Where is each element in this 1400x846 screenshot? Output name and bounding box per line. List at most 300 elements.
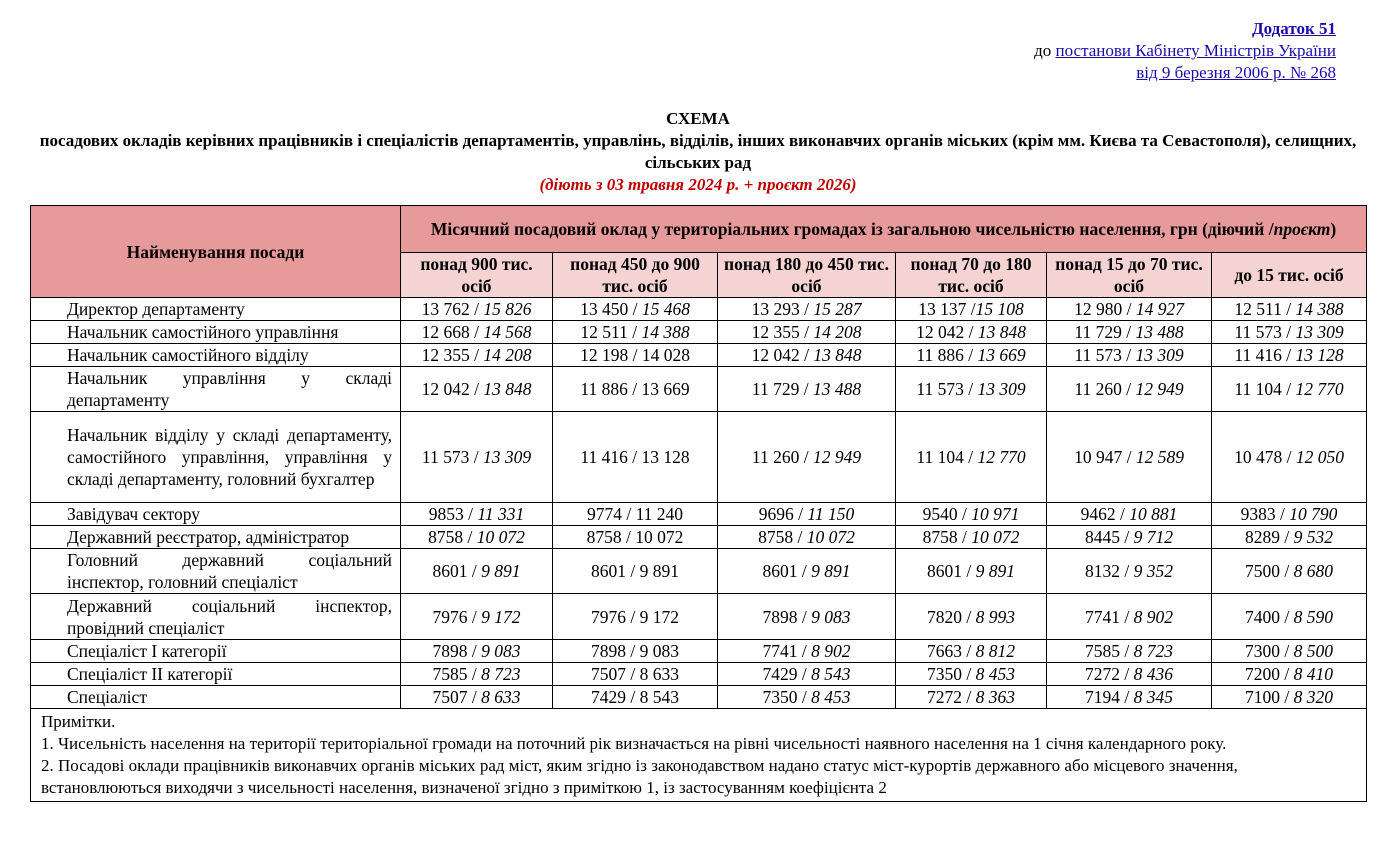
title-block	[30, 108, 1366, 196]
current-salary: 12 668	[421, 322, 470, 342]
current-salary: 10 478	[1234, 447, 1283, 467]
salary-separator: /	[1280, 561, 1294, 581]
salary-separator: /	[957, 504, 972, 524]
project-salary: 8 680	[1293, 561, 1334, 581]
salary-cell	[401, 321, 553, 344]
salary-cell	[553, 526, 718, 549]
project-salary: 14 208	[813, 322, 862, 342]
table-row	[31, 663, 1367, 686]
salary-separator: /	[799, 322, 814, 342]
project-salary: 10 881	[1129, 504, 1178, 524]
project-salary: 13 128	[641, 447, 690, 467]
current-salary: 7300	[1245, 641, 1281, 661]
salary-separator: /	[793, 504, 808, 524]
salary-separator: /	[799, 379, 813, 399]
current-salary: 7500	[1245, 561, 1281, 581]
salary-separator: /	[799, 345, 814, 365]
current-salary: 9853	[428, 504, 464, 524]
salary-cell	[401, 594, 553, 640]
salary-cell	[401, 640, 553, 663]
salary-separator: /	[797, 641, 812, 661]
salary-separator: /	[467, 606, 482, 627]
salary-cell	[553, 549, 718, 594]
salary-separator: /	[1281, 345, 1296, 365]
salary-cell	[1212, 344, 1367, 367]
salary-cell	[896, 503, 1047, 526]
table-row	[31, 367, 1367, 412]
current-salary: 7350	[927, 664, 962, 684]
salary-cell	[718, 503, 896, 526]
salary-cell	[553, 412, 718, 503]
salary-separator: /	[797, 561, 812, 581]
project-salary: 10 072	[476, 527, 525, 547]
project-salary: 11 331	[477, 504, 525, 524]
salary-separator: /	[1122, 447, 1136, 467]
current-salary: 11 104	[916, 447, 964, 467]
current-salary: 7507	[432, 687, 468, 707]
document-title: СХЕМА	[666, 109, 730, 128]
current-salary: 7976	[591, 606, 626, 627]
salary-separator: /	[467, 641, 482, 661]
position-name-header: Найменування посади	[31, 206, 401, 298]
current-salary: 7429	[591, 687, 626, 707]
salary-separator: /	[628, 345, 642, 365]
salary-cell	[718, 344, 896, 367]
salary-separator: /	[1280, 527, 1294, 547]
current-salary: 9696	[758, 504, 794, 524]
current-salary: 7100	[1245, 687, 1281, 707]
project-salary: 9 352	[1133, 561, 1173, 581]
salary-separator: /	[962, 641, 976, 661]
salary-separator: /	[1120, 527, 1134, 547]
table-row	[31, 412, 1367, 503]
project-salary: 13 669	[641, 379, 690, 399]
salary-cell	[1212, 686, 1367, 709]
salary-cell	[1047, 526, 1212, 549]
current-salary: 12 042	[751, 345, 800, 365]
project-salary: 11 240	[635, 504, 684, 524]
project-salary: 12 589	[1135, 447, 1184, 467]
project-salary: 8 902	[1133, 606, 1173, 627]
project-salary: 9 172	[481, 606, 521, 627]
current-salary: 13 450	[580, 299, 629, 319]
salary-separator: /	[1121, 345, 1136, 365]
project-salary: 13 488	[812, 379, 862, 399]
table-row	[31, 549, 1367, 594]
salary-separator: /	[797, 687, 812, 707]
current-salary: 11 886	[580, 379, 628, 399]
current-salary: 7741	[762, 641, 798, 661]
salary-cell	[1212, 549, 1367, 594]
project-salary: 8 633	[481, 687, 521, 707]
current-salary: 11 886	[916, 345, 964, 365]
current-salary: 8758	[586, 527, 622, 547]
current-salary: 7585	[432, 664, 468, 684]
salary-separator: /	[467, 561, 482, 581]
column-header-6: до 15 тис. осіб	[1212, 253, 1367, 298]
project-salary: 15 287	[813, 299, 862, 319]
position-name: Начальник управління у складі департаменту	[31, 367, 401, 412]
current-salary: 7898	[591, 641, 626, 661]
current-salary: 7585	[1085, 641, 1120, 661]
position-name: Начальник самостійного відділу	[31, 344, 401, 367]
current-salary: 11 104	[1234, 379, 1282, 399]
salary-cell	[896, 686, 1047, 709]
current-salary: 12 042	[916, 322, 965, 342]
salary-cell	[553, 344, 718, 367]
project-salary: 13 488	[1135, 322, 1184, 342]
salary-separator: /	[799, 299, 814, 319]
position-name: Начальник самостійного управління	[31, 321, 401, 344]
current-salary: 10 947	[1074, 447, 1123, 467]
salary-separator: /	[966, 299, 976, 319]
project-salary: 14 208	[483, 345, 532, 365]
salary-cell	[718, 594, 896, 640]
project-salary: 9 891	[481, 561, 521, 581]
current-salary: 12 355	[751, 322, 800, 342]
table-row	[31, 640, 1367, 663]
current-salary: 7507	[591, 664, 626, 684]
current-salary: 8758	[428, 527, 464, 547]
group-header-text: Місячний посадовий оклад у територіальних громадах із загальною чисельністю населення, грн (діючий /	[430, 219, 1274, 239]
column-header-1: понад 900 тис. осіб	[401, 253, 553, 298]
salary-cell	[896, 367, 1047, 412]
salary-table	[30, 205, 1367, 802]
current-salary: 7820	[927, 606, 962, 627]
project-salary: 12 949	[812, 447, 862, 467]
salary-cell	[1047, 367, 1212, 412]
salary-cell	[1212, 321, 1367, 344]
current-salary: 12 042	[421, 379, 470, 399]
project-salary: 13 309	[1135, 345, 1184, 365]
salary-separator: /	[469, 447, 483, 467]
salary-cell	[553, 298, 718, 321]
project-salary: 8 993	[975, 606, 1015, 627]
salary-separator: /	[469, 379, 484, 399]
current-salary: 7272	[927, 687, 962, 707]
salary-cell	[896, 344, 1047, 367]
salary-separator: /	[1120, 561, 1134, 581]
salary-separator: /	[628, 299, 642, 319]
current-salary: 7200	[1245, 664, 1281, 684]
project-salary: 12 770	[1295, 379, 1344, 399]
salary-separator: /	[469, 322, 484, 342]
project-salary: 8 500	[1293, 641, 1334, 661]
salary-cell	[718, 367, 896, 412]
project-salary: 11 150	[807, 504, 855, 524]
salary-separator: /	[1280, 641, 1294, 661]
salary-cell	[1047, 298, 1212, 321]
current-salary: 8601	[591, 561, 626, 581]
salary-cell	[1047, 412, 1212, 503]
table-row	[31, 321, 1367, 344]
salary-separator: /	[1281, 322, 1296, 342]
table-row	[31, 594, 1367, 640]
project-salary: 13 848	[813, 345, 862, 365]
salary-cell	[1047, 344, 1212, 367]
position-name: Директор департаменту	[31, 298, 401, 321]
salary-separator: /	[962, 687, 976, 707]
salary-group-header	[401, 206, 1367, 253]
project-salary: 8 436	[1133, 664, 1173, 684]
salary-cell	[718, 686, 896, 709]
project-salary: 13 669	[977, 345, 1026, 365]
current-salary: 12 980	[1074, 299, 1123, 319]
project-salary: 12 949	[1135, 379, 1184, 399]
current-salary: 7976	[432, 606, 468, 627]
salary-separator: /	[964, 322, 978, 342]
project-salary: 8 543	[811, 664, 851, 684]
salary-separator: /	[1281, 379, 1296, 399]
salary-cell	[1212, 298, 1367, 321]
current-salary: 12 511	[1234, 299, 1282, 319]
current-salary: 7350	[762, 687, 798, 707]
project-salary: 8 723	[1133, 641, 1173, 661]
note-item-1: 1. Чисельність населення на території територіальної громади на поточний рік визначається на рівні чисельності наявного населення на 1 січня календарного року.	[41, 734, 1227, 753]
salary-cell	[1212, 367, 1367, 412]
current-salary: 7663	[927, 641, 962, 661]
salary-separator: /	[957, 527, 972, 547]
project-salary: 15 826	[483, 299, 532, 319]
project-salary: 14 388	[1295, 299, 1344, 319]
salary-separator: /	[627, 379, 642, 399]
column-header-4: понад 70 до 180 тис. осіб	[896, 253, 1047, 298]
project-salary: 10 072	[635, 527, 684, 547]
current-salary: 8758	[922, 527, 958, 547]
salary-separator: /	[963, 447, 978, 467]
position-name: Державний соціальний інспектор, провідний спеціаліст	[31, 594, 401, 640]
group-header-close: )	[1330, 219, 1337, 239]
salary-separator: /	[626, 664, 640, 684]
column-header-5: понад 15 до 70 тис. осіб	[1047, 253, 1212, 298]
salary-cell	[401, 526, 553, 549]
project-salary: 10 072	[806, 527, 855, 547]
salary-cell	[896, 526, 1047, 549]
project-salary: 8 812	[975, 641, 1015, 661]
project-salary: 15 468	[641, 299, 690, 319]
current-salary: 7741	[1085, 606, 1120, 627]
current-salary: 8601	[927, 561, 962, 581]
salary-cell	[718, 412, 896, 503]
current-salary: 9774	[586, 504, 622, 524]
salary-separator: /	[463, 527, 477, 547]
salary-separator: /	[467, 687, 482, 707]
salary-cell	[896, 640, 1047, 663]
salary-cell	[1212, 663, 1367, 686]
salary-separator: /	[1281, 299, 1296, 319]
project-salary: 9 891	[639, 561, 679, 581]
project-salary: 8 633	[639, 664, 679, 684]
current-salary: 8289	[1245, 527, 1281, 547]
salary-cell	[553, 367, 718, 412]
salary-separator: /	[621, 504, 636, 524]
salary-separator: /	[1282, 447, 1296, 467]
salary-separator: /	[469, 299, 484, 319]
current-salary: 13 293	[751, 299, 800, 319]
column-header-2: понад 450 до 900 тис. осіб	[553, 253, 718, 298]
current-salary: 7272	[1085, 664, 1120, 684]
salary-cell	[553, 663, 718, 686]
project-salary: 13 309	[977, 379, 1026, 399]
current-salary: 9383	[1240, 504, 1276, 524]
current-salary: 11 260	[751, 447, 800, 467]
salary-cell	[1047, 503, 1212, 526]
salary-separator: /	[1115, 504, 1130, 524]
salary-cell	[1047, 594, 1212, 640]
project-salary: 14 927	[1135, 299, 1184, 319]
notes-cell	[31, 709, 1367, 802]
salary-separator: /	[799, 447, 813, 467]
project-salary: 8 345	[1133, 687, 1173, 707]
salary-separator: /	[1121, 322, 1136, 342]
validity-note: (діють з 03 травня 2024 р. + проєкт 2026)	[539, 175, 857, 194]
salary-separator: /	[793, 527, 807, 547]
resolution-link[interactable]: постанови Кабінету Міністрів України	[1055, 41, 1336, 60]
to-prefix: до	[1034, 41, 1052, 60]
project-salary: 9 083	[811, 606, 851, 627]
project-salary: 9 083	[639, 641, 679, 661]
salary-separator: /	[469, 345, 484, 365]
salary-separator: /	[963, 379, 978, 399]
current-salary: 9540	[922, 504, 958, 524]
salary-cell	[896, 549, 1047, 594]
project-salary: 12 050	[1295, 447, 1344, 467]
salary-separator: /	[626, 561, 640, 581]
salary-separator: /	[797, 664, 812, 684]
position-name: Завідувач сектору	[31, 503, 401, 526]
salary-separator: /	[1120, 664, 1134, 684]
note-item-2: 2. Посадові оклади працівників виконавчих органів міських рад міст, яким згідно із законодавством надано статус міст-курортів державного або місцевого значення, встановлюються виходячи з чисельності населення, визначеної згідно з приміткою 1, із застосуванням коефіцієнта 2	[41, 756, 1238, 797]
current-salary: 12 511	[580, 322, 628, 342]
table-row	[31, 686, 1367, 709]
salary-cell	[718, 526, 896, 549]
salary-cell	[1047, 549, 1212, 594]
position-name: Спеціаліст II категорії	[31, 663, 401, 686]
current-salary: 8445	[1085, 527, 1120, 547]
project-salary: 9 083	[481, 641, 521, 661]
project-salary: 9 712	[1133, 527, 1173, 547]
table-row	[31, 298, 1367, 321]
resolution-date-link[interactable]: від 9 березня 2006 р. № 268	[1136, 63, 1336, 82]
salary-cell	[401, 549, 553, 594]
current-salary: 13 762	[421, 299, 470, 319]
position-name: Спеціаліст	[31, 686, 401, 709]
project-salary: 13 309	[482, 447, 532, 467]
table-body	[31, 298, 1367, 709]
salary-separator: /	[463, 504, 478, 524]
current-salary: 11 573	[1234, 322, 1282, 342]
salary-cell	[718, 321, 896, 344]
current-salary: 13 137	[918, 299, 967, 319]
project-salary: 8 902	[811, 641, 851, 661]
project-salary: 8 723	[481, 664, 521, 684]
current-salary: 8601	[762, 561, 798, 581]
salary-cell	[896, 321, 1047, 344]
group-header-project: проєкт	[1273, 219, 1331, 239]
salary-separator: /	[962, 561, 976, 581]
salary-cell	[1047, 663, 1212, 686]
project-salary: 9 532	[1293, 527, 1334, 547]
salary-cell	[401, 686, 553, 709]
current-salary: 12 355	[421, 345, 470, 365]
project-salary: 10 971	[971, 504, 1020, 524]
salary-cell	[401, 367, 553, 412]
position-name: Державний реєстратор, адміністратор	[31, 526, 401, 549]
document-header	[1034, 18, 1336, 84]
table-row	[31, 526, 1367, 549]
salary-separator: /	[621, 527, 636, 547]
salary-cell	[553, 503, 718, 526]
table-row	[31, 503, 1367, 526]
salary-cell	[1212, 594, 1367, 640]
salary-cell	[1047, 640, 1212, 663]
salary-separator: /	[1120, 687, 1134, 707]
table-row	[31, 344, 1367, 367]
current-salary: 11 573	[1074, 345, 1122, 365]
project-salary: 14 388	[641, 322, 690, 342]
document-subtitle: посадових окладів керівних працівників і спеціалістів департаментів, управлінь, відділів, інших виконавчих органів міських (крім мм. Києва та Севастополя), селищних, сільських рад	[39, 131, 1357, 172]
project-salary: 9 891	[811, 561, 851, 581]
salary-cell	[553, 321, 718, 344]
current-salary: 11 416	[1234, 345, 1282, 365]
project-salary: 13 128	[1295, 345, 1344, 365]
salary-cell	[553, 686, 718, 709]
current-salary: 8758	[758, 527, 794, 547]
current-salary: 7400	[1245, 606, 1281, 627]
salary-separator: /	[1122, 299, 1136, 319]
salary-cell	[1212, 503, 1367, 526]
salary-cell	[896, 663, 1047, 686]
salary-separator: /	[626, 687, 640, 707]
salary-cell	[1047, 686, 1212, 709]
salary-cell	[401, 503, 553, 526]
project-salary: 15 108	[975, 299, 1024, 319]
project-salary: 14 568	[483, 322, 532, 342]
salary-separator: /	[626, 641, 640, 661]
salary-separator: /	[467, 664, 482, 684]
project-salary: 9 891	[975, 561, 1015, 581]
salary-separator: /	[962, 664, 976, 684]
salary-separator: /	[1280, 687, 1294, 707]
salary-cell	[896, 412, 1047, 503]
current-salary: 11 729	[1074, 322, 1122, 342]
annex-link[interactable]: Додаток 51	[1251, 19, 1336, 38]
project-salary: 8 453	[975, 664, 1015, 684]
salary-separator: /	[962, 606, 976, 627]
project-salary: 13 848	[483, 379, 532, 399]
project-salary: 8 453	[811, 687, 851, 707]
current-salary: 9462	[1080, 504, 1116, 524]
project-salary: 8 590	[1293, 606, 1334, 627]
current-salary: 7898	[432, 641, 468, 661]
current-salary: 11 260	[1074, 379, 1122, 399]
current-salary: 7898	[762, 606, 798, 627]
current-salary: 11 573	[421, 447, 470, 467]
position-name: Спеціаліст I категорії	[31, 640, 401, 663]
current-salary: 11 416	[580, 447, 628, 467]
salary-cell	[718, 663, 896, 686]
current-salary: 11 729	[751, 379, 800, 399]
current-salary: 12 198	[580, 345, 629, 365]
project-salary: 8 410	[1293, 664, 1334, 684]
salary-separator: /	[1120, 641, 1134, 661]
column-header-3: понад 180 до 450 тис. осіб	[718, 253, 896, 298]
salary-cell	[553, 640, 718, 663]
salary-cell	[1212, 526, 1367, 549]
salary-separator: /	[627, 322, 642, 342]
salary-cell	[553, 594, 718, 640]
salary-cell	[401, 298, 553, 321]
